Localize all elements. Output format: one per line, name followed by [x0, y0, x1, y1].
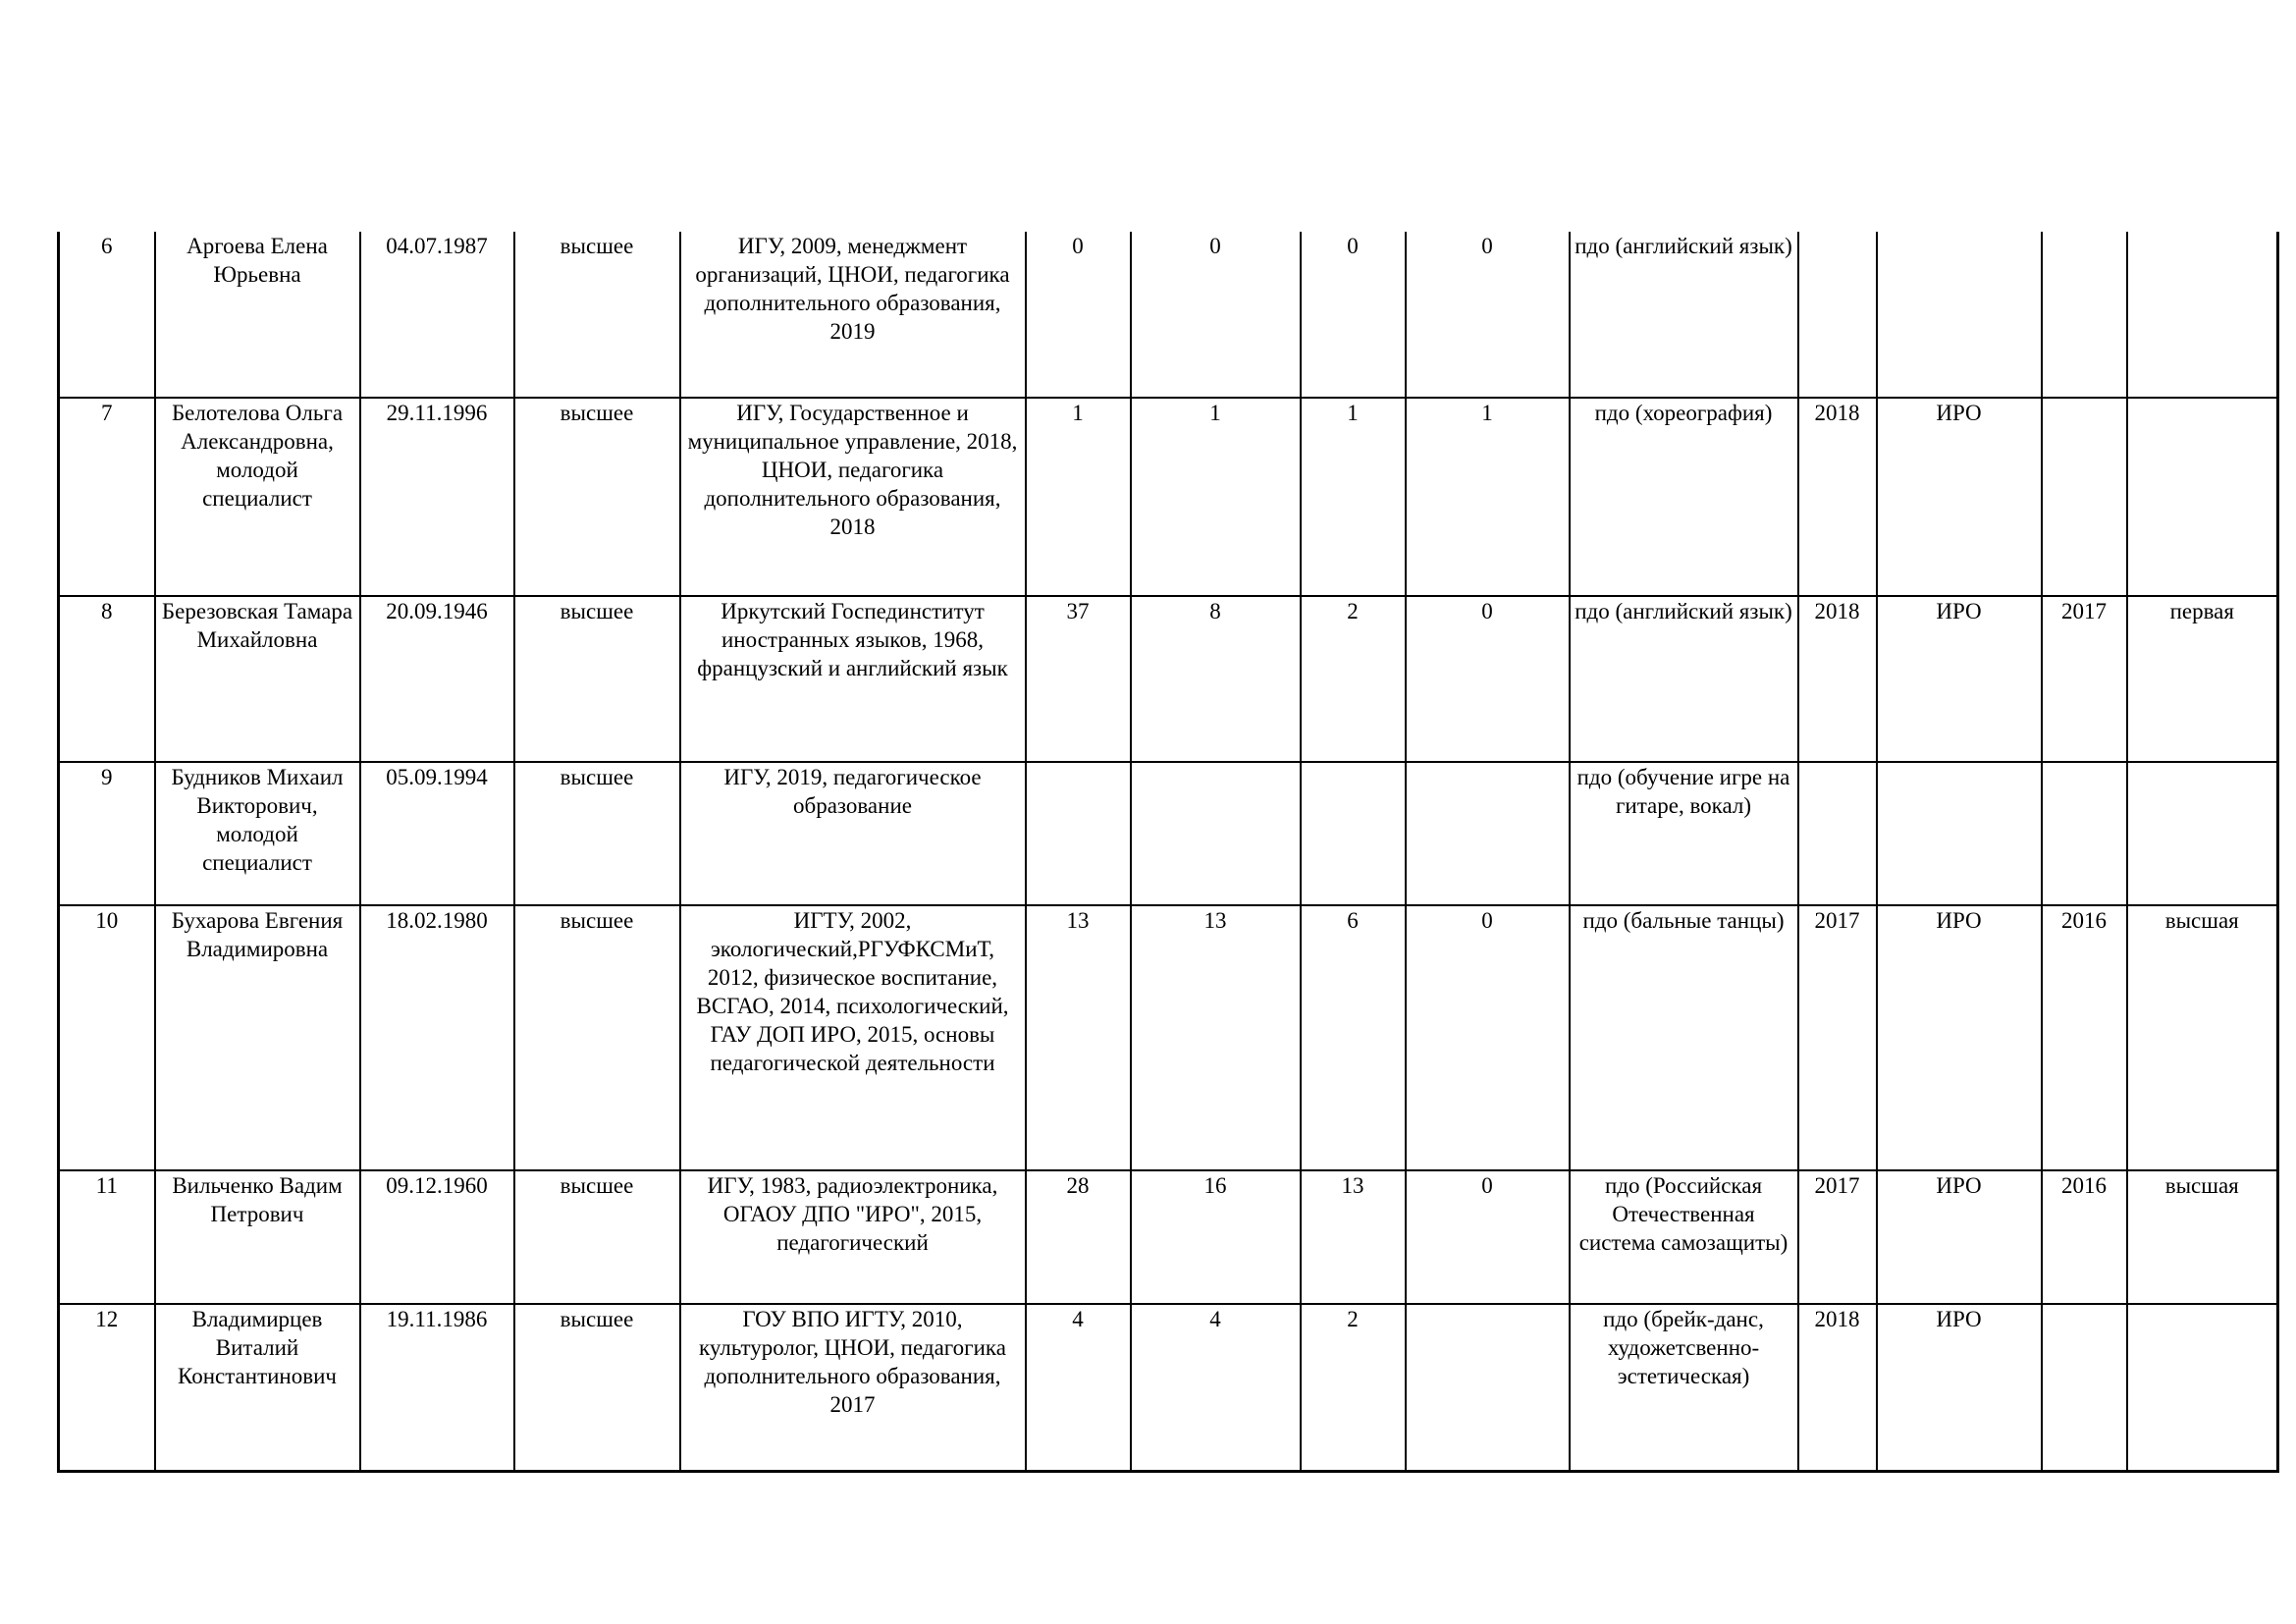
- total-experience-cell: 0: [1026, 232, 1131, 398]
- table-row: [59, 905, 2278, 1170]
- course-year-cell: 2018: [1798, 1304, 1877, 1471]
- institution-specialty-cell: ГОУ ВПО ИГТУ, 2010, культуролог, ЦНОИ, педагогика дополнительного образования, 2017: [680, 1304, 1026, 1471]
- institution-experience-cell: 6: [1301, 905, 1406, 1170]
- pedagogical-experience-cell: [1131, 762, 1301, 905]
- position-cell: пдо (бальные танцы): [1570, 905, 1798, 1170]
- position-cell: пдо (Российская Отечественная система самозащиты): [1570, 1170, 1798, 1304]
- employee-name-cell: Аргоева Елена Юрьевна: [155, 232, 360, 398]
- table-row: [59, 596, 2278, 762]
- education-level-cell: высшее: [514, 1304, 680, 1471]
- pedagogical-experience-cell: 0: [1131, 232, 1301, 398]
- employee-name-cell: Бухарова Евгения Владимировна: [155, 905, 360, 1170]
- employee-name-cell: Будников Михаил Викторович, молодой специалист: [155, 762, 360, 905]
- position-experience-cell: [1406, 1304, 1570, 1471]
- table-row: [59, 762, 2278, 905]
- education-level-cell: высшее: [514, 232, 680, 398]
- course-place-cell: ИРО: [1877, 1170, 2042, 1304]
- total-experience-cell: 4: [1026, 1304, 1131, 1471]
- course-year-cell: 2018: [1798, 596, 1877, 762]
- table-row: [59, 398, 2278, 596]
- course-year-cell: [1798, 762, 1877, 905]
- institution-specialty-cell: ИГТУ, 2002, экологический,РГУФКСМиТ, 2012, физическое воспитание, ВСГАО, 2014, психологический, ГАУ ДОП ИРО, 2015, основы педагогической деятельности: [680, 905, 1026, 1170]
- position-experience-cell: [1406, 762, 1570, 905]
- institution-specialty-cell: ИГУ, 2009, менеджмент организаций, ЦНОИ, педагогика дополнительного образования, 2019: [680, 232, 1026, 398]
- course-place-cell: ИРО: [1877, 1304, 2042, 1471]
- course-year-cell: 2018: [1798, 398, 1877, 596]
- attestation-year-cell: 2016: [2042, 1170, 2127, 1304]
- pedagogical-experience-cell: 4: [1131, 1304, 1301, 1471]
- pedagogical-experience-cell: 1: [1131, 398, 1301, 596]
- table-row: [59, 1170, 2278, 1304]
- position-cell: пдо (хореография): [1570, 398, 1798, 596]
- institution-experience-cell: 0: [1301, 232, 1406, 398]
- row-number-cell: 11: [59, 1170, 155, 1304]
- attestation-year-cell: [2042, 232, 2127, 398]
- table-row: [59, 232, 2278, 398]
- course-place-cell: ИРО: [1877, 905, 2042, 1170]
- total-experience-cell: 37: [1026, 596, 1131, 762]
- birth-date-cell: 19.11.1986: [360, 1304, 514, 1471]
- birth-date-cell: 05.09.1994: [360, 762, 514, 905]
- category-cell: [2127, 232, 2278, 398]
- birth-date-cell: 09.12.1960: [360, 1170, 514, 1304]
- birth-date-cell: 29.11.1996: [360, 398, 514, 596]
- education-level-cell: высшее: [514, 398, 680, 596]
- category-cell: [2127, 1304, 2278, 1471]
- attestation-year-cell: [2042, 762, 2127, 905]
- pedagogical-experience-cell: 16: [1131, 1170, 1301, 1304]
- staff-table: [57, 232, 2279, 1473]
- course-place-cell: ИРО: [1877, 398, 2042, 596]
- employee-name-cell: Белотелова Ольга Александровна, молодой специалист: [155, 398, 360, 596]
- birth-date-cell: 18.02.1980: [360, 905, 514, 1170]
- total-experience-cell: 28: [1026, 1170, 1131, 1304]
- course-year-cell: [1798, 232, 1877, 398]
- table-row: [59, 1304, 2278, 1471]
- category-cell: [2127, 762, 2278, 905]
- course-place-cell: [1877, 232, 2042, 398]
- position-experience-cell: 1: [1406, 398, 1570, 596]
- institution-specialty-cell: ИГУ, 1983, радиоэлектроника, ОГАОУ ДПО "ИРО", 2015, педагогический: [680, 1170, 1026, 1304]
- category-cell: высшая: [2127, 1170, 2278, 1304]
- education-level-cell: высшее: [514, 762, 680, 905]
- course-year-cell: 2017: [1798, 905, 1877, 1170]
- row-number-cell: 9: [59, 762, 155, 905]
- total-experience-cell: 1: [1026, 398, 1131, 596]
- attestation-year-cell: 2017: [2042, 596, 2127, 762]
- birth-date-cell: 04.07.1987: [360, 232, 514, 398]
- institution-experience-cell: 2: [1301, 1304, 1406, 1471]
- row-number-cell: 10: [59, 905, 155, 1170]
- position-experience-cell: 0: [1406, 232, 1570, 398]
- category-cell: [2127, 398, 2278, 596]
- institution-specialty-cell: Иркутский Госпединститут иностранных языков, 1968, французский и английский язык: [680, 596, 1026, 762]
- employee-name-cell: Вильченко Вадим Петрович: [155, 1170, 360, 1304]
- institution-experience-cell: 2: [1301, 596, 1406, 762]
- row-number-cell: 8: [59, 596, 155, 762]
- category-cell: первая: [2127, 596, 2278, 762]
- institution-specialty-cell: ИГУ, Государственное и муниципальное управление, 2018, ЦНОИ, педагогика дополнительного образования, 2018: [680, 398, 1026, 596]
- employee-name-cell: Владимирцев Виталий Константинович: [155, 1304, 360, 1471]
- row-number-cell: 6: [59, 232, 155, 398]
- pedagogical-experience-cell: 8: [1131, 596, 1301, 762]
- position-experience-cell: 0: [1406, 905, 1570, 1170]
- employee-name-cell: Березовская Тамара Михайловна: [155, 596, 360, 762]
- attestation-year-cell: 2016: [2042, 905, 2127, 1170]
- education-level-cell: высшее: [514, 905, 680, 1170]
- institution-specialty-cell: ИГУ, 2019, педагогическое образование: [680, 762, 1026, 905]
- education-level-cell: высшее: [514, 1170, 680, 1304]
- education-level-cell: высшее: [514, 596, 680, 762]
- birth-date-cell: 20.09.1946: [360, 596, 514, 762]
- position-cell: пдо (брейк-данс, художетсвенно-эстетическая): [1570, 1304, 1798, 1471]
- attestation-year-cell: [2042, 398, 2127, 596]
- position-cell: пдо (английский язык): [1570, 596, 1798, 762]
- institution-experience-cell: [1301, 762, 1406, 905]
- table-body: [59, 232, 2278, 1471]
- course-place-cell: [1877, 762, 2042, 905]
- pedagogical-experience-cell: 13: [1131, 905, 1301, 1170]
- position-experience-cell: 0: [1406, 1170, 1570, 1304]
- row-number-cell: 12: [59, 1304, 155, 1471]
- attestation-year-cell: [2042, 1304, 2127, 1471]
- course-place-cell: ИРО: [1877, 596, 2042, 762]
- institution-experience-cell: 13: [1301, 1170, 1406, 1304]
- course-year-cell: 2017: [1798, 1170, 1877, 1304]
- institution-experience-cell: 1: [1301, 398, 1406, 596]
- position-cell: пдо (обучение игре на гитаре, вокал): [1570, 762, 1798, 905]
- total-experience-cell: 13: [1026, 905, 1131, 1170]
- row-number-cell: 7: [59, 398, 155, 596]
- category-cell: высшая: [2127, 905, 2278, 1170]
- position-experience-cell: 0: [1406, 596, 1570, 762]
- total-experience-cell: [1026, 762, 1131, 905]
- position-cell: пдо (английский язык): [1570, 232, 1798, 398]
